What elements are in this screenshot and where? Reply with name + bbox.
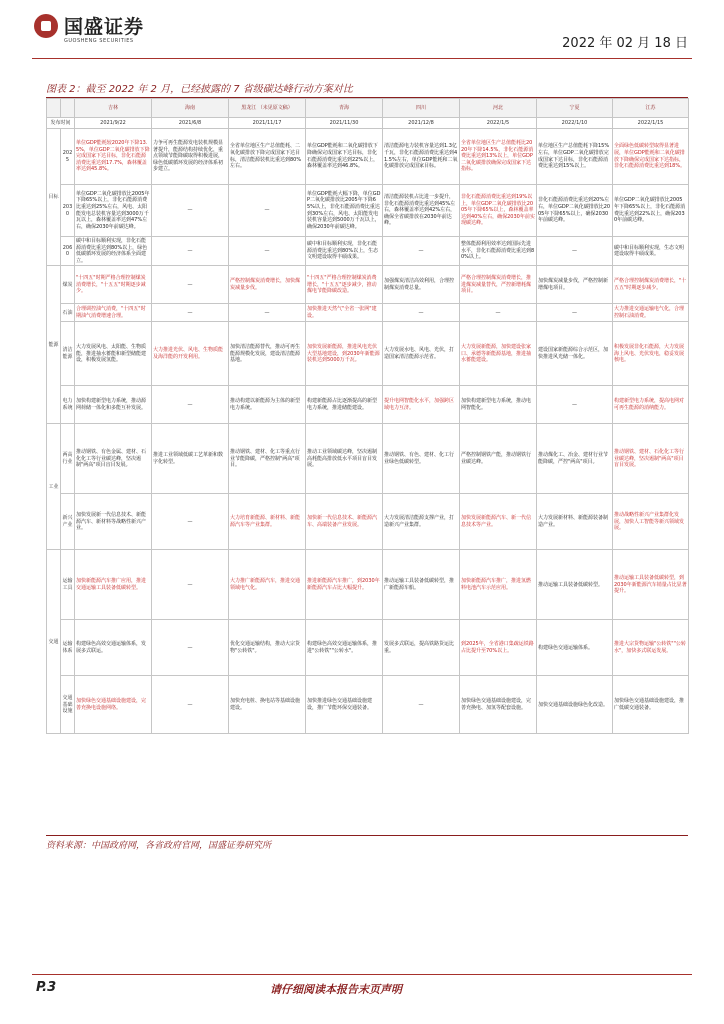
table-cell: 推动战略性新兴产业集群化发展，加快人工智能等新兴领域发展。 (613, 494, 689, 550)
table-cell: — (229, 237, 306, 266)
table-row (47, 676, 689, 734)
table-cell: — (383, 237, 460, 266)
table-cell: — (152, 550, 229, 620)
table-cell: 构建绿色高效交通运输体系，发展多式联运。 (75, 620, 152, 676)
table-row (47, 118, 689, 129)
row-sub-label: 电力系统 (61, 386, 75, 424)
table-cell: 力争可再生能源发电装机规模显著提升，能源结构持续优化，重点领域节能降碳取得积极进展，绿色低碳循环发展的经济体系初步建立。 (152, 129, 229, 185)
header-divider (32, 58, 692, 59)
date-cell: 2021/11/30 (306, 118, 383, 129)
date-cell: 2022/1/5 (460, 118, 537, 129)
table-row (47, 386, 689, 424)
table-cell: — (383, 304, 460, 322)
table-cell: 到2025年，全省港口集疏运铁路占比提升至70%以上。 (460, 620, 537, 676)
header-cell: 江苏 (613, 99, 689, 118)
table-cell: 推动煤化工、冶金、建材行业节能降碳，严控"两高"项目。 (537, 424, 613, 494)
table-cell: 加快发展新能源，推进风电光伏大型基地建设，到2030年新能源装机达到5000万千瓦。 (306, 322, 383, 386)
date-cell: 2021/12/8 (383, 118, 460, 129)
table-cell: 加快构建新型电力系统，推动电网智能化。 (460, 386, 537, 424)
table-cell: — (152, 185, 229, 237)
table-cell: 推动钢铁、有色金属、建材、石化化工等行业碳达峰，坚决遏制"两高"项目盲目发展。 (75, 424, 152, 494)
table-row (47, 237, 689, 266)
table-cell: 加快清洁能源替代，推动可再生能源规模化发展，建设清洁能源基地。 (229, 322, 306, 386)
row-sub-label: 2030 (61, 185, 75, 237)
table-cell: 推动运输工具装备低碳转型，推广新能源车船。 (383, 550, 460, 620)
header-cell: 四川 (383, 99, 460, 118)
logo-name: 国盛证券 (64, 16, 145, 38)
table-cell: — (460, 304, 537, 322)
table-cell: 推进大宗货物运输"公转铁""公转水"，加快多式联运发展。 (613, 620, 689, 676)
table-cell: 单位GDP二氧化碳排放比2005年下降65%以上，非化石能源消费比重达到25%左右，风电、太阳能发电总装机容量达到3000万千瓦以上，森林覆盖率达到47%左右，确保2030年前碳达峰。 (75, 185, 152, 237)
row-sub-label: 新兴产业 (61, 494, 75, 550)
table-cell: 加强煤炭清洁高效利用，合理控制煤炭消费总量。 (383, 266, 460, 304)
table-cell: 大力推进交通运输电气化，合理控制石油消费。 (613, 304, 689, 322)
table-cell: 积极发展非化石能源，大力发展海上风电、光伏发电，稳妥发展核电。 (613, 322, 689, 386)
table-cell: 加快发展新一代信息技术、新能源汽车、新材料等战略性新兴产业。 (75, 494, 152, 550)
header-cell (61, 99, 75, 118)
table-cell: 合理调控油气消费，"十四五"时期油气消费增速合理。 (75, 304, 152, 322)
date-cell: 2021/6/8 (152, 118, 229, 129)
header-cell: 青海 (306, 99, 383, 118)
table-cell: 加快绿色交通基础设施建设，推广低碳交通装备。 (613, 676, 689, 734)
table-cell: 大力推进光伏、风电、生物质能及海洋能的开发利用。 (152, 322, 229, 386)
table-cell: — (537, 237, 613, 266)
table-row (47, 494, 689, 550)
table-cell: "十四五"严格合理控制煤炭消费增长，"十五五"逐步减少，推动煤电节能降碳改造。 (306, 266, 383, 304)
table-cell: — (152, 386, 229, 424)
table-caption: 图表 2：截至 2022 年 2 月，已经披露的 7 省级碳达峰行动方案对比 (46, 84, 353, 95)
table-cell: 严格控制钢铁产能，推动钢铁行业碳达峰。 (460, 424, 537, 494)
table-cell: — (537, 304, 613, 322)
table-cell: 加快充电桩、换电站等基础设施建设。 (229, 676, 306, 734)
table-cell: 加快新能源汽车推广，推进氢燃料电池汽车示范应用。 (460, 550, 537, 620)
table-cell: 加快发展新能源汽车、新一代信息技术等产业。 (460, 494, 537, 550)
table-cell: 加快新一代信息技术、新能源汽车、高端装备产业发展。 (306, 494, 383, 550)
table-cell: 碳中和目标顺利实现，非化石能源消费比重达到80%以上，生态文明建设取得丰硕成果。 (306, 237, 383, 266)
table-cell: 大力发展新能源，加快建设张家口、承德等新能源基地，推进抽水蓄能建设。 (460, 322, 537, 386)
row-sub-label: 2025 (61, 129, 75, 185)
table-cell: 推动钢铁、建材、化工等重点行业节能降碳，严格控制"两高"项目。 (229, 424, 306, 494)
table-cell: 清洁能源电力装机容量达到1.3亿千瓦，非化石能源消费比重达到41.5%左右，单位GDP能耗和二氧化碳排放完成国家目标。 (383, 129, 460, 185)
row-sub-label: 石油 (61, 304, 75, 322)
table-cell: 加快绿色交通基础设施建设，完善充换电、加氢等配套设施。 (460, 676, 537, 734)
date-cell: 2021/9/22 (75, 118, 152, 129)
table-cell: 加快构建新型电力系统，推动源网荷储一体化和多能互补发展。 (75, 386, 152, 424)
table-cell: — (152, 237, 229, 266)
table-cell: 发展多式联运，提高铁路货运比重。 (383, 620, 460, 676)
row-sub-label: 交通基础设施 (61, 676, 75, 734)
table-row (47, 304, 689, 322)
table-cell: 建设国家新能源综合示范区，加快推进风光储一体化。 (537, 322, 613, 386)
table-cell: 构建新型电力系统，提高电网对可再生能源的消纳能力。 (613, 386, 689, 424)
table-row (47, 266, 689, 304)
table-cell: 推动工业领域碳达峰，坚决遏制高耗能高排放低水平项目盲目发展。 (306, 424, 383, 494)
table-cell: 单位GDP能耗较2020年下降13.5%，单位GDP二氧化碳排放下降完成国家下达目标，非化石能源消费比重达到17.7%，森林覆盖率达到45.8%。 (75, 129, 152, 185)
table-cell: 单位地区生产总值能耗下降15%左右，单位GDP二氧化碳排放完成国家下达目标，非化石能源消费比重达到15%以上。 (537, 129, 613, 185)
table-header-row (47, 99, 689, 118)
header-cell: 黑龙江 （未见原文稿） (229, 99, 306, 118)
logo-emblem-icon (34, 14, 58, 38)
company-logo (34, 12, 152, 48)
row-sub-label: 煤炭 (61, 266, 75, 304)
table-cell: 非化石能源消费比重达到19%以上，单位GDP二氧化碳排放比2005年下降65%以上，森林覆盖率达到40%左右，确保2030年前实现碳达峰。 (460, 185, 537, 237)
comparison-table (46, 98, 689, 734)
table-cell: 提升电网智能化水平，加强跨区域电力互济。 (383, 386, 460, 424)
table-cell: 推动构建以新能源为主体的新型电力系统。 (229, 386, 306, 424)
row-sub-label: 运输体系 (61, 620, 75, 676)
table-cell: 加快交通基础设施绿色化改造。 (537, 676, 613, 734)
table-cell: 加快推进天然气"全省一张网"建设。 (306, 304, 383, 322)
date-cell: 2022/1/10 (537, 118, 613, 129)
table-cell: — (152, 494, 229, 550)
table-cell: 严格合理控制煤炭消费增长，推进煤炭减量替代，严控新增耗煤项目。 (460, 266, 537, 304)
table-cell: 加快推进绿色交通基础设施建设，推广节能环保交通装备。 (306, 676, 383, 734)
table-cell: 整体能源利用效率达到国际先进水平，非化石能源消费比重达到80%以上。 (460, 237, 537, 266)
table-cell: 构建绿色交通运输体系。 (537, 620, 613, 676)
table-cell: 推动钢铁、有色、建材、化工行业绿色低碳转型。 (383, 424, 460, 494)
table-cell: 大力推广新能源汽车，推进交通领域电气化。 (229, 550, 306, 620)
table-cell: 非化石能源消费比重达到20%左右，单位GDP二氧化碳排放比2005年下降65%以上，确保2030年前碳达峰。 (537, 185, 613, 237)
logo-subtitle: GUOSHENG SECURITIES (64, 38, 134, 44)
header-cell: 宁夏 (537, 99, 613, 118)
row-group-label: 交通 (47, 550, 61, 734)
table-cell: 大力发展新材料、新能源装备制造产业。 (537, 494, 613, 550)
row-group-label: 能源 (47, 266, 61, 424)
table-cell: — (537, 386, 613, 424)
table-cell: 构建新能源占比逐渐提高的新型电力系统，推进储能建设。 (306, 386, 383, 424)
table-cell: — (229, 304, 306, 322)
table-cell: 大力发展水电、风电、光伏，打造国家清洁能源示范省。 (383, 322, 460, 386)
table-cell: — (152, 304, 229, 322)
table-cell: 推进工业领域低碳工艺革新和数字化转型。 (152, 424, 229, 494)
header-cell: 海南 (152, 99, 229, 118)
header-cell: 吉林 (75, 99, 152, 118)
table-cell: 单位GDP能耗大幅下降，单位GDP二氧化碳排放比2005年下降65%以上，非化石能源消费比重达到30%左右，风电、太阳能发电装机容量达到5000万千瓦以上，确保2030年前碳达峰。 (306, 185, 383, 237)
table-cell: 推动运输工具装备低碳转型。 (537, 550, 613, 620)
row-sub-label: 两高行业 (61, 424, 75, 494)
table-cell: 严格控制煤炭消费增长，加快煤炭减量步伐。 (229, 266, 306, 304)
table-cell: 全省单位地区生产总值能耗、二氧化碳排放下降完成国家下达目标，清洁能源装机比重达到80%左右。 (229, 129, 306, 185)
table-cell: 优化交通运输结构，推动大宗货物"公转铁"。 (229, 620, 306, 676)
row-label: 发布时间 (47, 118, 75, 129)
table-cell: 清洁能源装机占比进一步提升，非化石能源消费比重达到45%左右，森林覆盖率达到42%左右，确保全省碳排放在2030年前达峰。 (383, 185, 460, 237)
table-cell: 构建绿色高效交通运输体系，推进"公转铁""公转水"。 (306, 620, 383, 676)
footer-disclaimer: 请仔细阅读本报告末页声明 (270, 983, 402, 996)
table-cell: 推进新能源汽车推广，到2030年新能源汽车占比大幅提升。 (306, 550, 383, 620)
table-cell: 大力发展清洁能源支撑产业，打造新兴产业集群。 (383, 494, 460, 550)
table-cell: 加快煤炭减量步伐，严格控制新增煤电项目。 (537, 266, 613, 304)
comparison-table-container (46, 97, 688, 836)
table-cell: 推动运输工具装备低碳转型，到2030年新能源汽车销量占比显著提升。 (613, 550, 689, 620)
table-cell: — (152, 266, 229, 304)
row-sub-label: 运输工具 (61, 550, 75, 620)
header-cell: 河北 (460, 99, 537, 118)
footer-divider (32, 974, 692, 975)
report-date: 2022 年 02 月 18 日 (562, 36, 688, 51)
table-cell: 严格合理控制煤炭消费增长，"十五五"时期逐步减少。 (613, 266, 689, 304)
page-header (0, 0, 724, 60)
table-cell: — (152, 676, 229, 734)
page-number: P.3 (36, 980, 57, 995)
table-row (47, 129, 689, 185)
table-cell: 碳中和目标顺利实现，生态文明建设取得丰硕成果。 (613, 237, 689, 266)
table-cell: 单位GDP二氧化碳排放比2005年下降65%以上，非化石能源消费比重达到22%以上，确保2030年前碳达峰。 (613, 185, 689, 237)
table-cell: — (152, 620, 229, 676)
table-row (47, 550, 689, 620)
table-cell: 全省单位地区生产总值能耗比2020年下降14.5%，非化石能源消费比重达到13%以上，单位GDP二氧化碳排放确保完成国家下达指标。 (460, 129, 537, 185)
date-cell: 2021/11/17 (229, 118, 306, 129)
table-row (47, 620, 689, 676)
table-row (47, 185, 689, 237)
table-cell: — (383, 676, 460, 734)
source-note: 资料来源：中国政府网，各省政府官网，国盛证券研究所 (46, 841, 272, 851)
date-cell: 2022/1/15 (613, 118, 689, 129)
row-group-label: 工业 (47, 424, 61, 550)
table-cell: 推动钢铁、建材、石化化工等行业碳达峰，坚决遏制"两高"项目盲目发展。 (613, 424, 689, 494)
row-group-label: 目标 (47, 129, 61, 266)
table-row (47, 322, 689, 386)
table-cell: 碳中和目标顺利实现，非化石能源消费比重达到80%以上，绿色低碳循环发展的经济体系全面建立。 (75, 237, 152, 266)
table-row (47, 424, 689, 494)
table-cell: — (229, 185, 306, 237)
row-sub-label: 清洁能源 (61, 322, 75, 386)
table-cell: 全面绿色低碳转型取得显著进展，单位GDP能耗和二氧化碳排放下降确保完成国家下达指标，非化石能源消费比重达到18%。 (613, 129, 689, 185)
table-cell: "十四五"时期严格合理控制煤炭消费增长，"十五五"时期逐步减少。 (75, 266, 152, 304)
table-cell: 大力培育新能源、新材料、新能源汽车等产业集群。 (229, 494, 306, 550)
header-cell (47, 99, 61, 118)
table-cell: 加快绿色交通基础设施建设，完善充换电设施网络。 (75, 676, 152, 734)
table-cell: 大力发展风电、太阳能、生物质能，推进抽水蓄能和新型储能建设，积极发展氢能。 (75, 322, 152, 386)
row-sub-label: 2060 (61, 237, 75, 266)
table-cell: 加快新能源汽车推广应用，推进交通运输工具装备低碳转型。 (75, 550, 152, 620)
table-cell: 单位GDP能耗和二氧化碳排放下降确保完成国家下达目标，非化石能源消费比重达到22%以上，森林覆盖率达到46.8%。 (306, 129, 383, 185)
